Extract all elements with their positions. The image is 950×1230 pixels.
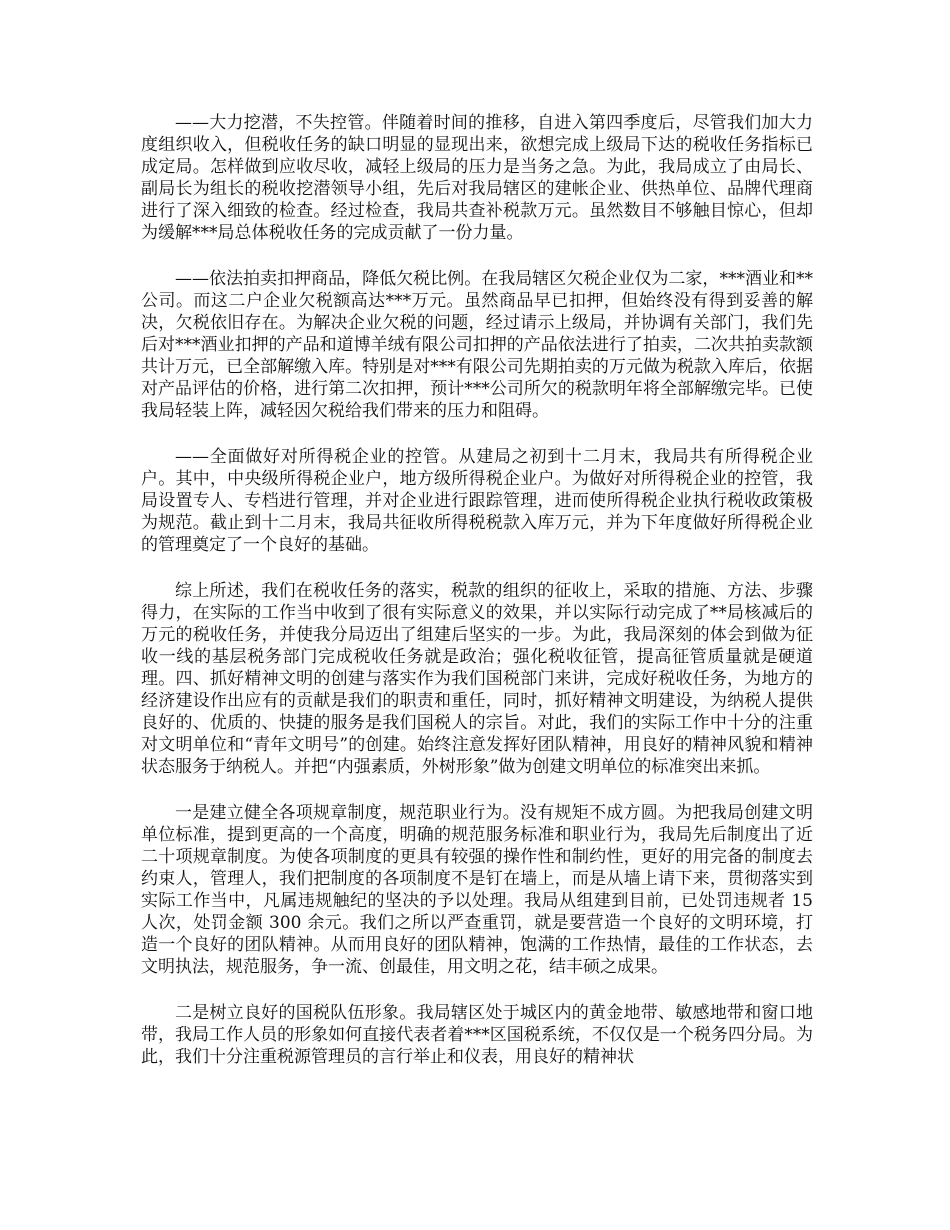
- paragraph-income-tax-control: ——全面做好对所得税企业的控管。从建局之初到十二月末，我局共有所得税企业户。其中，中央级所得税企业户，地方级所得税企业户。为做好对所得税企业的控管，我局设置专人、专档进行管理，并对企业进行跟踪管理，进而使所得税企业执行税收政策极为规范。截止到十二月末，我局共征收所得税税款入库万元，并为下年度做好所得税企业的管理奠定了一个良好的基础。: [141, 447, 813, 555]
- paragraph-summary: 综上所述，我们在税收任务的落实，税款的组织的征收上，采取的措施、方法、步骤得力，在实际的工作当中收到了很有实际意义的效果，并以实际行动完成了**局核减后的万元的税收任务，并使我分局迈出了组建后坚实的一步。为此，我局深刻的体会到做为征收一线的基层税务部门完成税收任务就是政治；强化税收征管，提高征管质量就是硬道理。四、抓好精神文明的创建与落实作为我们国税部门来讲，完成好税收任务，为地方的经济建设作出应有的贡献是我们的职责和重任，同时，抓好精神文明建设，为纳税人提供良好的、优质的、快捷的服务是我们国税人的宗旨。对此，我们的实际工作中十分的注重对文明单位和“青年文明号”的创建。始终注意发挥好团队精神，用良好的精神风貌和精神状态服务于纳税人。并把“内强素质，外树形象”做为创建文明单位的标准突出来抓。: [141, 581, 813, 777]
- paragraph-potential-tapping: ——大力挖潜，不失控管。伴随着时间的推移，自进入第四季度后，尽管我们加大力度组织收入，但税收任务的缺口明显的显现出来，欲想完成上级局下达的税收任务指标已成定局。怎样做到应收尽收，减轻上级局的压力是当务之急。为此，我局成立了由局长、副局长为组长的税收挖潜领导小组，先后对我局辖区的建帐企业、供热单位、品牌代理商进行了深入细致的检查。经过检查，我局共查补税款万元。虽然数目不够触目惊心，但却为缓解***局总体税收任务的完成贡献了一份力量。: [141, 113, 813, 243]
- paragraph-auction-seized-goods: ——依法拍卖扣押商品，降低欠税比例。在我局辖区欠税企业仅为二家，***酒业和**公司。而这二户企业欠税额高达***万元。虽然商品早已扣押，但始终没有得到妥善的解决，欠税依旧存在。为解决企业欠税的问题，经过请示上级局，并协调有关部门，我们先后对***酒业扣押的产品和道博羊绒有限公司扣押的产品依法进行了拍卖，二次共拍卖款额共计万元，已全部解缴入库。特别是对***有限公司先期拍卖的万元做为税款入库后，依据对产品评估的价格，进行第二次扣押，预计***公司所欠的税款明年将全部解缴完毕。已使我局轻装上阵，减轻因欠税给我们带来的压力和阻碍。: [141, 269, 813, 421]
- paragraph-rules-and-regulations: 一是建立健全各项规章制度，规范职业行为。没有规矩不成方圆。为把我局创建文明单位标准，提到更高的一个高度，明确的规范服务标准和职业行为，我局先后制度出了近二十项规章制度。为使各项制度的更具有较强的操作性和制约性，更好的用完备的制度去约束人，管理人，我们把制度的各项制度不是钉在墙上，而是从墙上请下来，贯彻落实到实际工作当中，凡属违规触纪的坚决的予以处理。我局从组建到目前，已处罚违规者 15 人次，处罚金额 300 余元。我们之所以严查重罚，就是要营造一个良好的文明环境，打造一个良好的团队精神。从而用良好的团队精神，饱满的工作热情，最佳的工作状态，去文明执法，规范服务，争一流、创最佳，用文明之花，结丰硕之成果。: [141, 803, 813, 977]
- document-body: [141, 112, 813, 1092]
- paragraph-team-image: 二是树立良好的国税队伍形象。我局辖区处于城区内的黄金地带、敏感地带和窗口地带，我局工作人员的形象如何直接代表者着***区国税系统，不仅仅是一个税务四分局。为此，我们十分注重税源管理员的言行举止和仪表，用良好的精神状: [141, 1003, 813, 1067]
